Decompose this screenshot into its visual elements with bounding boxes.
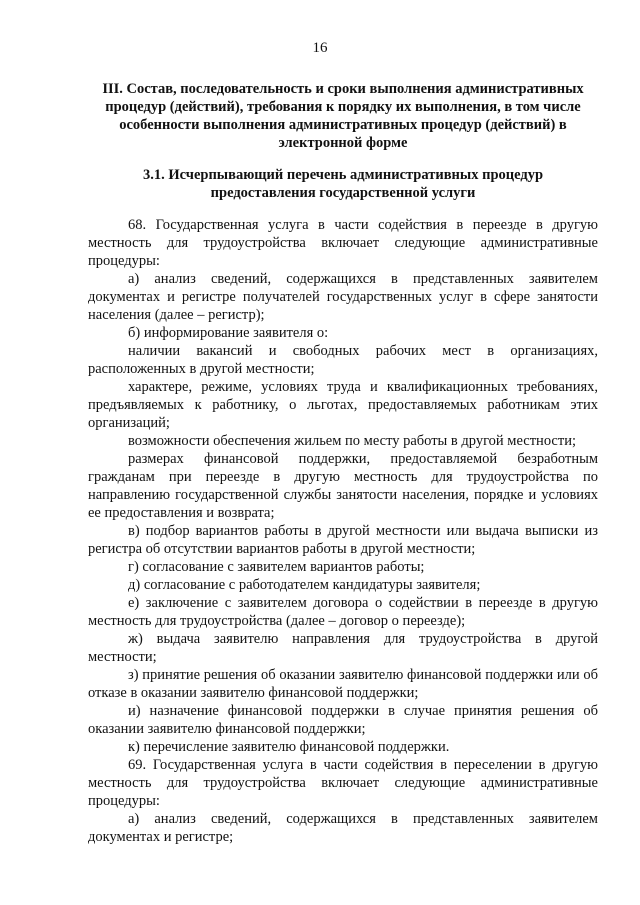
paragraph: а) анализ сведений, содержащихся в представленных заявителем документах и регистре; — [88, 811, 598, 845]
paragraph: б) информирование заявителя о: — [128, 325, 329, 341]
document-body — [88, 216, 598, 846]
section-heading: III. Состав, последовательность и сроки выполнения административных процедур (действий), требования к порядку их выполнения, в том числе особенности выполнения административных процедур (действий) в электронной форме — [102, 81, 584, 151]
paragraph: з) принятие решения об оказании заявителю финансовой поддержки или об отказе в оказании заявителю финансовой поддержки; — [88, 667, 598, 701]
paragraph: и) назначение финансовой поддержки в случае принятия решения об оказании заявителю финансовой поддержки; — [88, 703, 598, 737]
paragraph: характере, режиме, условиях труда и квалификационных требованиях, предъявляемых к работнику, о льготах, предоставляемых работникам этих организаций; — [88, 379, 598, 431]
paragraph: в) подбор вариантов работы в другой местности или выдача выписки из регистра об отсутствии вариантов работы в другой местности; — [88, 523, 598, 557]
paragraph: возможности обеспечения жильем по месту работы в другой местности; — [128, 433, 576, 449]
page-number: 16 — [312, 40, 328, 56]
paragraph: 68. Государственная услуга в части содействия в переезде в другую местность для трудоустройства включает следующие административные процедуры: — [88, 217, 598, 269]
paragraph: г) согласование с заявителем вариантов работы; — [128, 559, 425, 575]
subsection-heading: 3.1. Исчерпывающий перечень административных процедур предоставления государственной услуги — [142, 167, 544, 201]
paragraph: наличии вакансий и свободных рабочих мест в организациях, расположенных в другой местности; — [88, 343, 598, 377]
paragraph: к) перечисление заявителю финансовой поддержки. — [128, 739, 450, 755]
paragraph: д) согласование с работодателем кандидатуры заявителя; — [128, 577, 481, 593]
paragraph: 69. Государственная услуга в части содействия в переселении в другую местность для трудоустройства включает следующие административные процедуры: — [88, 757, 598, 809]
paragraph: е) заключение с заявителем договора о содействии в переезде в другую местность для трудоустройства (далее – договор о переезде); — [88, 595, 598, 629]
paragraph: а) анализ сведений, содержащихся в представленных заявителем документах и регистре получателей государственных услуг в сфере занятости населения (далее – регистр); — [88, 271, 598, 323]
paragraph: ж) выдача заявителю направления для трудоустройства в другой местности; — [88, 631, 598, 665]
paragraph: размерах финансовой поддержки, предоставляемой безработным гражданам при переезде в другую местность для трудоустройства по направлению государственной службы занятости населения, порядке и условиях ее предоставления и возврата; — [88, 451, 598, 521]
